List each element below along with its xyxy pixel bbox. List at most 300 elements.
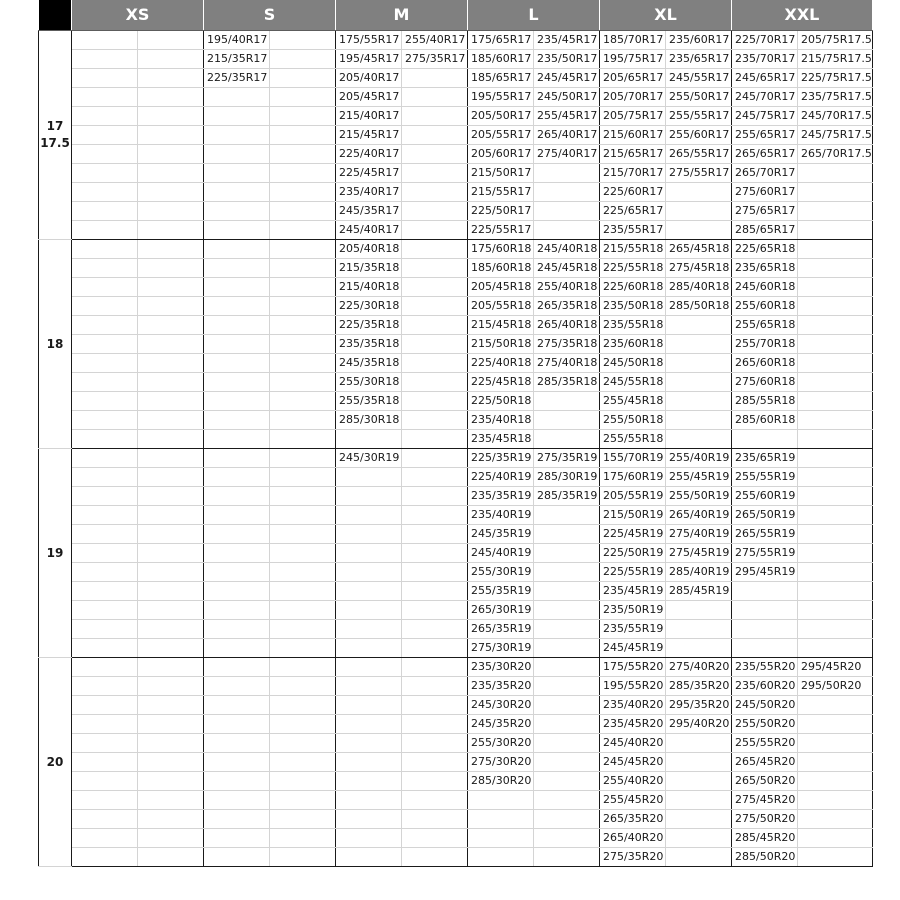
tire-size-cell[interactable] — [534, 506, 600, 525]
tire-size-cell[interactable] — [204, 658, 270, 677]
tire-size-cell[interactable]: 295/35R20 — [666, 696, 732, 715]
tire-size-cell[interactable]: 185/60R17 — [468, 50, 534, 69]
tire-size-cell[interactable]: 195/75R17 — [600, 50, 666, 69]
tire-size-cell[interactable] — [270, 430, 336, 449]
tire-size-cell[interactable] — [798, 202, 873, 221]
tire-size-cell[interactable]: 245/50R17 — [534, 88, 600, 107]
tire-size-cell[interactable]: 235/55R19 — [600, 620, 666, 639]
tire-size-cell[interactable]: 205/40R17 — [336, 69, 402, 88]
tire-size-cell[interactable] — [204, 411, 270, 430]
tire-size-cell[interactable]: 235/40R20 — [600, 696, 666, 715]
tire-size-cell[interactable]: 285/65R17 — [732, 221, 798, 240]
tire-size-cell[interactable] — [72, 297, 138, 316]
tire-size-cell[interactable]: 235/35R19 — [468, 487, 534, 506]
tire-size-cell[interactable] — [204, 183, 270, 202]
header-xl[interactable]: XL — [600, 0, 732, 31]
tire-size-cell[interactable]: 235/35R18 — [336, 335, 402, 354]
tire-size-cell[interactable] — [270, 392, 336, 411]
tire-size-cell[interactable] — [402, 696, 468, 715]
tire-size-cell[interactable] — [402, 734, 468, 753]
tire-size-cell[interactable] — [72, 544, 138, 563]
tire-size-cell[interactable] — [138, 240, 204, 259]
tire-size-cell[interactable]: 225/60R17 — [600, 183, 666, 202]
tire-size-cell[interactable]: 215/60R17 — [600, 126, 666, 145]
tire-size-cell[interactable]: 245/50R20 — [732, 696, 798, 715]
tire-size-cell[interactable] — [72, 506, 138, 525]
tire-size-cell[interactable] — [270, 810, 336, 829]
tire-size-cell[interactable]: 275/45R18 — [666, 259, 732, 278]
tire-size-cell[interactable]: 225/40R19 — [468, 468, 534, 487]
rim-size-label[interactable] — [39, 240, 72, 449]
tire-size-cell[interactable] — [72, 221, 138, 240]
tire-size-cell[interactable] — [270, 373, 336, 392]
tire-size-cell[interactable] — [402, 449, 468, 468]
tire-size-cell[interactable] — [138, 430, 204, 449]
tire-size-cell[interactable] — [666, 810, 732, 829]
tire-size-cell[interactable]: 215/45R17 — [336, 126, 402, 145]
tire-size-cell[interactable]: 245/30R20 — [468, 696, 534, 715]
tire-size-cell[interactable]: 275/40R19 — [666, 525, 732, 544]
tire-size-cell[interactable] — [534, 753, 600, 772]
tire-size-cell[interactable]: 285/40R19 — [666, 563, 732, 582]
tire-size-cell[interactable] — [138, 696, 204, 715]
tire-size-cell[interactable]: 255/40R20 — [600, 772, 666, 791]
tire-size-cell[interactable] — [798, 297, 873, 316]
tire-size-cell[interactable] — [138, 88, 204, 107]
tire-size-cell[interactable] — [402, 810, 468, 829]
tire-size-cell[interactable]: 235/65R17 — [666, 50, 732, 69]
tire-size-cell[interactable] — [402, 107, 468, 126]
rim-size-label[interactable] — [39, 658, 72, 867]
tire-size-cell[interactable] — [798, 183, 873, 202]
tire-size-cell[interactable]: 245/45R17 — [534, 69, 600, 88]
tire-size-cell[interactable] — [72, 658, 138, 677]
tire-size-cell[interactable] — [798, 829, 873, 848]
tire-size-cell[interactable] — [666, 753, 732, 772]
tire-size-cell[interactable] — [204, 734, 270, 753]
tire-size-cell[interactable]: 225/40R18 — [468, 354, 534, 373]
tire-size-cell[interactable]: 265/40R18 — [534, 316, 600, 335]
tire-size-cell[interactable] — [270, 69, 336, 88]
tire-size-cell[interactable] — [72, 582, 138, 601]
tire-size-cell[interactable]: 255/65R18 — [732, 316, 798, 335]
tire-size-cell[interactable]: 265/30R19 — [468, 601, 534, 620]
tire-size-cell[interactable] — [270, 696, 336, 715]
tire-size-cell[interactable] — [270, 202, 336, 221]
tire-size-cell[interactable] — [402, 259, 468, 278]
tire-size-cell[interactable]: 205/50R17 — [468, 107, 534, 126]
tire-size-cell[interactable] — [138, 601, 204, 620]
tire-size-cell[interactable]: 195/55R17 — [468, 88, 534, 107]
tire-size-cell[interactable] — [402, 69, 468, 88]
tire-size-cell[interactable] — [270, 449, 336, 468]
tire-size-cell[interactable] — [666, 430, 732, 449]
tire-size-cell[interactable] — [138, 316, 204, 335]
tire-size-cell[interactable] — [402, 487, 468, 506]
tire-size-cell[interactable] — [72, 772, 138, 791]
tire-size-cell[interactable]: 225/45R18 — [468, 373, 534, 392]
tire-size-cell[interactable]: 215/35R17 — [204, 50, 270, 69]
tire-size-cell[interactable] — [72, 316, 138, 335]
tire-size-cell[interactable] — [534, 601, 600, 620]
tire-size-cell[interactable] — [138, 810, 204, 829]
tire-size-cell[interactable]: 205/70R17 — [600, 88, 666, 107]
tire-size-cell[interactable]: 175/65R17 — [468, 31, 534, 50]
tire-size-cell[interactable] — [270, 753, 336, 772]
tire-size-cell[interactable] — [402, 316, 468, 335]
tire-size-cell[interactable] — [270, 259, 336, 278]
tire-size-cell[interactable] — [138, 221, 204, 240]
tire-size-cell[interactable]: 255/60R18 — [732, 297, 798, 316]
tire-size-cell[interactable] — [336, 620, 402, 639]
tire-size-cell[interactable]: 225/75R17.5 — [798, 69, 873, 88]
tire-size-cell[interactable]: 275/35R20 — [600, 848, 666, 867]
tire-size-cell[interactable]: 235/65R18 — [732, 259, 798, 278]
tire-size-cell[interactable] — [402, 430, 468, 449]
tire-size-cell[interactable]: 285/40R18 — [666, 278, 732, 297]
tire-size-cell[interactable] — [402, 658, 468, 677]
tire-size-cell[interactable]: 245/35R18 — [336, 354, 402, 373]
tire-size-cell[interactable]: 225/60R18 — [600, 278, 666, 297]
tire-size-cell[interactable] — [534, 582, 600, 601]
tire-size-cell[interactable] — [138, 69, 204, 88]
tire-size-cell[interactable] — [336, 582, 402, 601]
tire-size-cell[interactable] — [534, 525, 600, 544]
tire-size-cell[interactable] — [534, 677, 600, 696]
tire-size-cell[interactable]: 265/35R19 — [468, 620, 534, 639]
tire-size-cell[interactable]: 275/45R19 — [666, 544, 732, 563]
tire-size-cell[interactable]: 285/30R18 — [336, 411, 402, 430]
tire-size-cell[interactable] — [138, 772, 204, 791]
tire-size-cell[interactable] — [798, 582, 873, 601]
tire-size-cell[interactable] — [138, 468, 204, 487]
tire-size-cell[interactable]: 275/40R17 — [534, 145, 600, 164]
tire-size-cell[interactable] — [732, 620, 798, 639]
tire-size-cell[interactable]: 295/50R20 — [798, 677, 873, 696]
tire-size-cell[interactable] — [270, 829, 336, 848]
tire-size-cell[interactable]: 255/55R18 — [600, 430, 666, 449]
tire-size-cell[interactable]: 155/70R19 — [600, 449, 666, 468]
tire-size-cell[interactable] — [336, 734, 402, 753]
tire-size-cell[interactable]: 245/65R17 — [732, 69, 798, 88]
tire-size-cell[interactable] — [204, 753, 270, 772]
tire-size-cell[interactable] — [72, 164, 138, 183]
tire-size-cell[interactable]: 255/35R18 — [336, 392, 402, 411]
tire-size-cell[interactable]: 275/60R18 — [732, 373, 798, 392]
tire-size-cell[interactable] — [270, 734, 336, 753]
tire-size-cell[interactable] — [402, 791, 468, 810]
tire-size-cell[interactable]: 205/45R18 — [468, 278, 534, 297]
tire-size-cell[interactable]: 205/40R18 — [336, 240, 402, 259]
tire-size-cell[interactable] — [138, 183, 204, 202]
tire-size-cell[interactable] — [72, 278, 138, 297]
tire-size-cell[interactable]: 245/55R17 — [666, 69, 732, 88]
tire-size-cell[interactable] — [534, 810, 600, 829]
tire-size-cell[interactable]: 245/75R17 — [732, 107, 798, 126]
tire-size-cell[interactable] — [336, 601, 402, 620]
header-s[interactable]: S — [204, 0, 336, 31]
tire-size-cell[interactable]: 225/35R18 — [336, 316, 402, 335]
tire-size-cell[interactable] — [798, 259, 873, 278]
tire-size-cell[interactable]: 215/40R18 — [336, 278, 402, 297]
tire-size-cell[interactable]: 225/40R17 — [336, 145, 402, 164]
tire-size-cell[interactable]: 265/55R19 — [732, 525, 798, 544]
tire-size-cell[interactable] — [666, 354, 732, 373]
tire-size-cell[interactable] — [270, 620, 336, 639]
tire-size-cell[interactable] — [204, 335, 270, 354]
tire-size-cell[interactable]: 285/60R18 — [732, 411, 798, 430]
tire-size-cell[interactable]: 245/40R17 — [336, 221, 402, 240]
tire-size-cell[interactable] — [204, 525, 270, 544]
tire-size-cell[interactable] — [336, 525, 402, 544]
tire-size-cell[interactable] — [534, 848, 600, 867]
tire-size-cell[interactable]: 245/50R18 — [600, 354, 666, 373]
tire-size-cell[interactable] — [138, 544, 204, 563]
tire-size-cell[interactable] — [336, 696, 402, 715]
tire-size-cell[interactable] — [270, 468, 336, 487]
tire-size-cell[interactable] — [72, 563, 138, 582]
tire-size-cell[interactable] — [270, 658, 336, 677]
tire-size-cell[interactable]: 265/55R17 — [666, 145, 732, 164]
tire-size-cell[interactable]: 255/50R18 — [600, 411, 666, 430]
tire-size-cell[interactable]: 275/40R18 — [534, 354, 600, 373]
tire-size-cell[interactable] — [798, 772, 873, 791]
tire-size-cell[interactable] — [270, 601, 336, 620]
tire-size-cell[interactable] — [270, 297, 336, 316]
tire-size-cell[interactable] — [402, 202, 468, 221]
tire-size-cell[interactable]: 285/30R19 — [534, 468, 600, 487]
tire-size-cell[interactable]: 185/65R17 — [468, 69, 534, 88]
tire-size-cell[interactable] — [72, 335, 138, 354]
tire-size-cell[interactable] — [402, 335, 468, 354]
tire-size-cell[interactable] — [72, 468, 138, 487]
tire-size-cell[interactable]: 245/45R20 — [600, 753, 666, 772]
tire-size-cell[interactable] — [270, 715, 336, 734]
tire-size-cell[interactable]: 245/45R19 — [600, 639, 666, 658]
tire-size-cell[interactable] — [270, 506, 336, 525]
tire-size-cell[interactable] — [270, 677, 336, 696]
tire-size-cell[interactable] — [534, 221, 600, 240]
tire-size-cell[interactable] — [270, 316, 336, 335]
tire-size-cell[interactable] — [336, 677, 402, 696]
tire-size-cell[interactable]: 215/75R17.5 — [798, 50, 873, 69]
tire-size-cell[interactable]: 255/35R19 — [468, 582, 534, 601]
tire-size-cell[interactable] — [72, 145, 138, 164]
tire-size-cell[interactable] — [336, 753, 402, 772]
tire-size-cell[interactable] — [138, 658, 204, 677]
tire-size-cell[interactable]: 245/40R18 — [534, 240, 600, 259]
tire-size-cell[interactable] — [204, 620, 270, 639]
tire-size-cell[interactable] — [336, 563, 402, 582]
tire-size-cell[interactable] — [138, 753, 204, 772]
tire-size-cell[interactable]: 275/60R17 — [732, 183, 798, 202]
tire-size-cell[interactable]: 225/50R18 — [468, 392, 534, 411]
tire-size-cell[interactable]: 245/60R18 — [732, 278, 798, 297]
tire-size-cell[interactable]: 275/35R18 — [534, 335, 600, 354]
tire-size-cell[interactable]: 255/65R17 — [732, 126, 798, 145]
tire-size-cell[interactable] — [72, 411, 138, 430]
tire-size-cell[interactable] — [270, 240, 336, 259]
tire-size-cell[interactable]: 295/45R19 — [732, 563, 798, 582]
tire-size-cell[interactable] — [534, 715, 600, 734]
tire-size-cell[interactable] — [72, 696, 138, 715]
tire-size-cell[interactable]: 235/40R18 — [468, 411, 534, 430]
tire-size-cell[interactable] — [666, 202, 732, 221]
tire-size-cell[interactable] — [798, 525, 873, 544]
tire-size-cell[interactable] — [270, 145, 336, 164]
tire-size-cell[interactable]: 205/65R17 — [600, 69, 666, 88]
tire-size-cell[interactable]: 265/50R19 — [732, 506, 798, 525]
tire-size-cell[interactable] — [204, 88, 270, 107]
tire-size-cell[interactable]: 235/55R17 — [600, 221, 666, 240]
tire-size-cell[interactable]: 195/55R20 — [600, 677, 666, 696]
tire-size-cell[interactable] — [138, 829, 204, 848]
tire-size-cell[interactable] — [402, 468, 468, 487]
tire-size-cell[interactable] — [270, 88, 336, 107]
tire-size-cell[interactable] — [402, 240, 468, 259]
tire-size-cell[interactable] — [138, 354, 204, 373]
tire-size-cell[interactable]: 205/75R17.5 — [798, 31, 873, 50]
tire-size-cell[interactable]: 245/70R17.5 — [798, 107, 873, 126]
tire-size-cell[interactable]: 235/55R18 — [600, 316, 666, 335]
tire-size-cell[interactable]: 225/55R19 — [600, 563, 666, 582]
tire-size-cell[interactable] — [138, 145, 204, 164]
tire-size-cell[interactable] — [270, 354, 336, 373]
tire-size-cell[interactable] — [666, 601, 732, 620]
tire-size-cell[interactable] — [204, 848, 270, 867]
tire-size-cell[interactable]: 265/65R17 — [732, 145, 798, 164]
tire-size-cell[interactable]: 205/55R19 — [600, 487, 666, 506]
tire-size-cell[interactable]: 255/50R19 — [666, 487, 732, 506]
tire-size-cell[interactable]: 245/35R20 — [468, 715, 534, 734]
tire-size-cell[interactable]: 255/50R20 — [732, 715, 798, 734]
tire-size-cell[interactable] — [270, 126, 336, 145]
header-m[interactable]: M — [336, 0, 468, 31]
tire-size-cell[interactable] — [270, 164, 336, 183]
tire-size-cell[interactable] — [666, 316, 732, 335]
tire-size-cell[interactable]: 285/35R18 — [534, 373, 600, 392]
tire-size-cell[interactable] — [72, 183, 138, 202]
tire-size-cell[interactable] — [72, 715, 138, 734]
tire-size-cell[interactable]: 185/70R17 — [600, 31, 666, 50]
tire-size-cell[interactable] — [72, 734, 138, 753]
rim-size-label[interactable] — [39, 449, 72, 658]
tire-size-cell[interactable] — [204, 202, 270, 221]
tire-size-cell[interactable] — [138, 677, 204, 696]
tire-size-cell[interactable]: 205/55R18 — [468, 297, 534, 316]
tire-size-cell[interactable] — [336, 639, 402, 658]
tire-size-cell[interactable] — [204, 449, 270, 468]
tire-size-cell[interactable]: 215/35R18 — [336, 259, 402, 278]
tire-size-cell[interactable] — [336, 715, 402, 734]
tire-size-cell[interactable]: 215/55R18 — [600, 240, 666, 259]
tire-size-cell[interactable]: 255/40R19 — [666, 449, 732, 468]
tire-size-cell[interactable] — [138, 107, 204, 126]
tire-size-cell[interactable] — [270, 639, 336, 658]
tire-size-cell[interactable] — [204, 221, 270, 240]
tire-size-cell[interactable]: 275/55R19 — [732, 544, 798, 563]
tire-size-cell[interactable] — [534, 544, 600, 563]
tire-size-cell[interactable] — [270, 563, 336, 582]
tire-size-cell[interactable] — [666, 183, 732, 202]
tire-size-cell[interactable]: 235/30R20 — [468, 658, 534, 677]
tire-size-cell[interactable]: 235/60R17 — [666, 31, 732, 50]
tire-size-cell[interactable]: 175/55R20 — [600, 658, 666, 677]
tire-size-cell[interactable]: 275/55R17 — [666, 164, 732, 183]
tire-size-cell[interactable] — [732, 582, 798, 601]
tire-size-cell[interactable]: 235/45R20 — [600, 715, 666, 734]
tire-size-cell[interactable] — [798, 715, 873, 734]
tire-size-cell[interactable]: 225/35R17 — [204, 69, 270, 88]
tire-size-cell[interactable]: 265/70R17 — [732, 164, 798, 183]
tire-size-cell[interactable] — [138, 373, 204, 392]
tire-size-cell[interactable] — [666, 848, 732, 867]
tire-size-cell[interactable] — [798, 392, 873, 411]
tire-size-cell[interactable] — [402, 411, 468, 430]
tire-size-cell[interactable] — [138, 734, 204, 753]
tire-size-cell[interactable] — [402, 563, 468, 582]
tire-size-cell[interactable] — [666, 335, 732, 354]
tire-size-cell[interactable]: 255/45R20 — [600, 791, 666, 810]
tire-size-cell[interactable]: 275/40R20 — [666, 658, 732, 677]
tire-size-cell[interactable] — [798, 487, 873, 506]
tire-size-cell[interactable]: 285/35R20 — [666, 677, 732, 696]
tire-size-cell[interactable] — [402, 525, 468, 544]
tire-size-cell[interactable]: 275/50R20 — [732, 810, 798, 829]
tire-size-cell[interactable]: 225/50R19 — [600, 544, 666, 563]
tire-size-cell[interactable]: 285/45R19 — [666, 582, 732, 601]
tire-size-cell[interactable]: 235/40R17 — [336, 183, 402, 202]
tire-size-cell[interactable] — [72, 202, 138, 221]
tire-size-cell[interactable] — [402, 772, 468, 791]
tire-size-cell[interactable]: 225/35R19 — [468, 449, 534, 468]
tire-size-cell[interactable] — [138, 525, 204, 544]
tire-size-cell[interactable] — [72, 639, 138, 658]
tire-size-cell[interactable] — [204, 297, 270, 316]
tire-size-cell[interactable]: 255/50R17 — [666, 88, 732, 107]
tire-size-cell[interactable] — [798, 620, 873, 639]
tire-size-cell[interactable] — [138, 31, 204, 50]
tire-size-cell[interactable]: 235/35R20 — [468, 677, 534, 696]
tire-size-cell[interactable]: 225/45R17 — [336, 164, 402, 183]
tire-size-cell[interactable]: 265/50R20 — [732, 772, 798, 791]
tire-size-cell[interactable]: 265/40R20 — [600, 829, 666, 848]
tire-size-cell[interactable]: 235/60R20 — [732, 677, 798, 696]
tire-size-cell[interactable] — [468, 810, 534, 829]
tire-size-cell[interactable] — [402, 221, 468, 240]
tire-size-cell[interactable]: 265/45R18 — [666, 240, 732, 259]
tire-size-cell[interactable]: 285/50R20 — [732, 848, 798, 867]
tire-size-cell[interactable]: 255/60R19 — [732, 487, 798, 506]
tire-size-cell[interactable] — [336, 810, 402, 829]
tire-size-cell[interactable] — [138, 164, 204, 183]
tire-size-cell[interactable]: 255/70R18 — [732, 335, 798, 354]
tire-size-cell[interactable] — [72, 240, 138, 259]
tire-size-cell[interactable] — [270, 183, 336, 202]
tire-size-cell[interactable] — [534, 183, 600, 202]
tire-size-cell[interactable] — [798, 335, 873, 354]
tire-size-cell[interactable]: 215/70R17 — [600, 164, 666, 183]
tire-size-cell[interactable]: 245/35R17 — [336, 202, 402, 221]
tire-size-cell[interactable] — [204, 468, 270, 487]
tire-size-cell[interactable] — [534, 829, 600, 848]
tire-size-cell[interactable]: 275/30R20 — [468, 753, 534, 772]
tire-size-cell[interactable] — [270, 107, 336, 126]
tire-size-cell[interactable]: 295/40R20 — [666, 715, 732, 734]
tire-size-cell[interactable] — [798, 278, 873, 297]
tire-size-cell[interactable] — [204, 240, 270, 259]
tire-size-cell[interactable] — [270, 50, 336, 69]
